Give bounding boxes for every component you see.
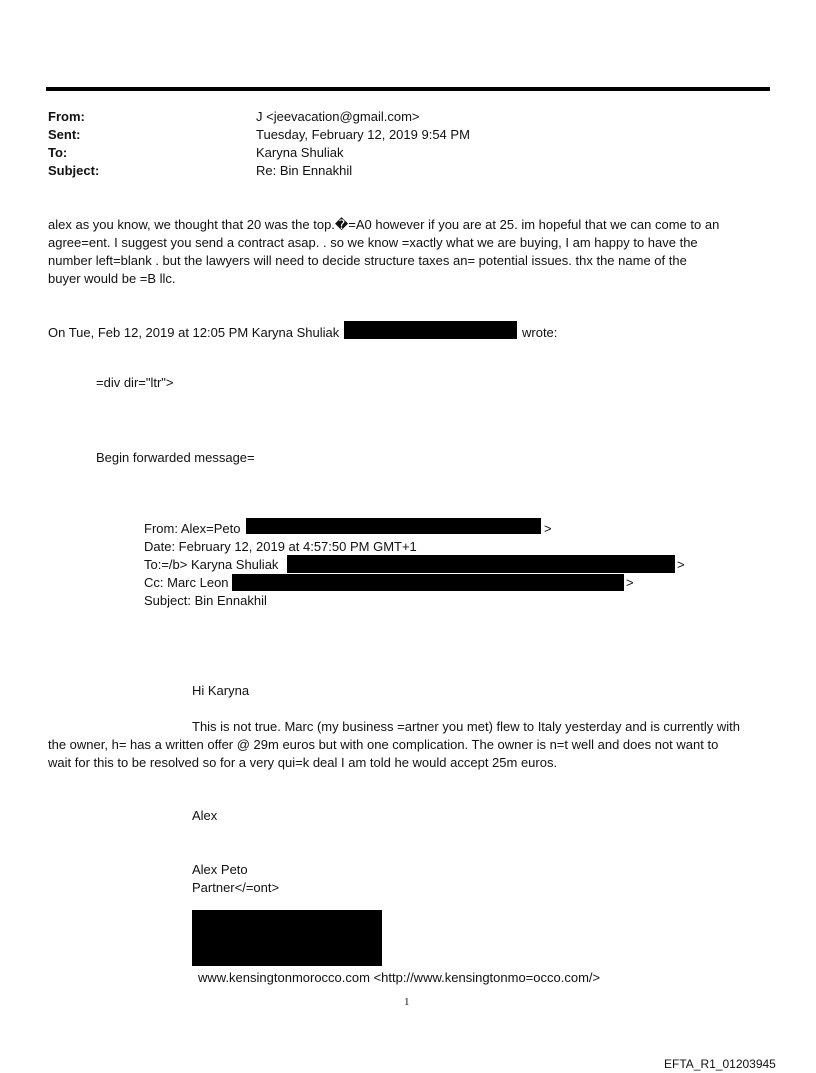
signature-name: Alex Peto: [192, 862, 248, 877]
subject-row: [48, 162, 470, 180]
from-row: [48, 108, 470, 126]
div-line: =div dir="ltr">: [96, 375, 174, 390]
sent-label: Sent:: [48, 127, 81, 142]
website-link[interactable]: www.kensingtonmorocco.com <http://www.kensingtonmo=occo.com/>: [198, 970, 601, 985]
on-wrote-prefix: On Tue, Feb 12, 2019 at 12:05 PM Karyna Shuliak: [48, 325, 340, 340]
fwd-to-end: >: [677, 557, 685, 572]
redaction-block: [246, 518, 541, 534]
reply-line-4: buyer would be =B llc.: [48, 271, 176, 286]
from-value: J <jeevacation@gmail.com>: [256, 109, 420, 124]
email-header: [48, 108, 470, 180]
redaction-block: [232, 574, 624, 591]
subject-value: Re: Bin Ennakhil: [256, 163, 353, 178]
from-label: From:: [48, 109, 85, 124]
fwd-para-line-2: the owner, h= has a written offer @ 29m euros but with one complication. The owner is n=t well and does not want to: [48, 737, 719, 752]
fwd-subject: Subject: Bin Ennakhil: [144, 593, 267, 608]
to-label: To:: [48, 145, 68, 160]
to-row: [48, 144, 470, 162]
fwd-date: Date: February 12, 2019 at 4:57:50 PM GMT+1: [144, 539, 417, 554]
signoff: Alex: [192, 808, 218, 823]
document-id: EFTA_R1_01203945: [664, 1057, 776, 1071]
fwd-from-end: >: [544, 521, 552, 536]
sent-row: [48, 126, 470, 144]
on-wrote-suffix: wrote:: [522, 325, 558, 340]
subject-label: Subject:: [48, 163, 100, 178]
fwd-para-line-1: This is not true. Marc (my business =artner you met) flew to Italy yesterday and is currently with: [192, 719, 741, 734]
fwd-greeting: Hi Karyna: [192, 683, 250, 698]
begin-forwarded: Begin forwarded message=: [96, 450, 255, 465]
redaction-block: [344, 321, 517, 339]
reply-line-1: alex as you know, we thought that 20 was the top.�=A0 however if you are at 25. im hopeful that we can come to an: [48, 217, 720, 232]
fwd-to: To:=/b> Karyna Shuliak: [144, 557, 279, 572]
reply-line-3: number left=blank . but the lawyers will need to decide structure taxes an= potential issues. thx the name of the: [48, 253, 687, 268]
page-number: 1: [404, 996, 410, 1008]
header-rule: [46, 87, 770, 91]
fwd-cc: Cc: Marc Leon: [144, 575, 229, 590]
redaction-block: [192, 910, 382, 966]
redaction-block: [287, 555, 675, 573]
signature-title: Partner</=ont>: [192, 880, 280, 895]
to-value: Karyna Shuliak: [256, 145, 344, 160]
fwd-cc-end: >: [626, 575, 634, 590]
reply-line-2: agree=ent. I suggest you send a contract asap. . so we know =xactly what we are buying, I am happy to have the: [48, 235, 698, 250]
fwd-from: From: Alex=Peto: [144, 521, 241, 536]
fwd-para-line-3: wait for this to be resolved so for a very qui=k deal I am told he would accept 25m euros.: [48, 755, 558, 770]
sent-value: Tuesday, February 12, 2019 9:54 PM: [256, 127, 470, 142]
